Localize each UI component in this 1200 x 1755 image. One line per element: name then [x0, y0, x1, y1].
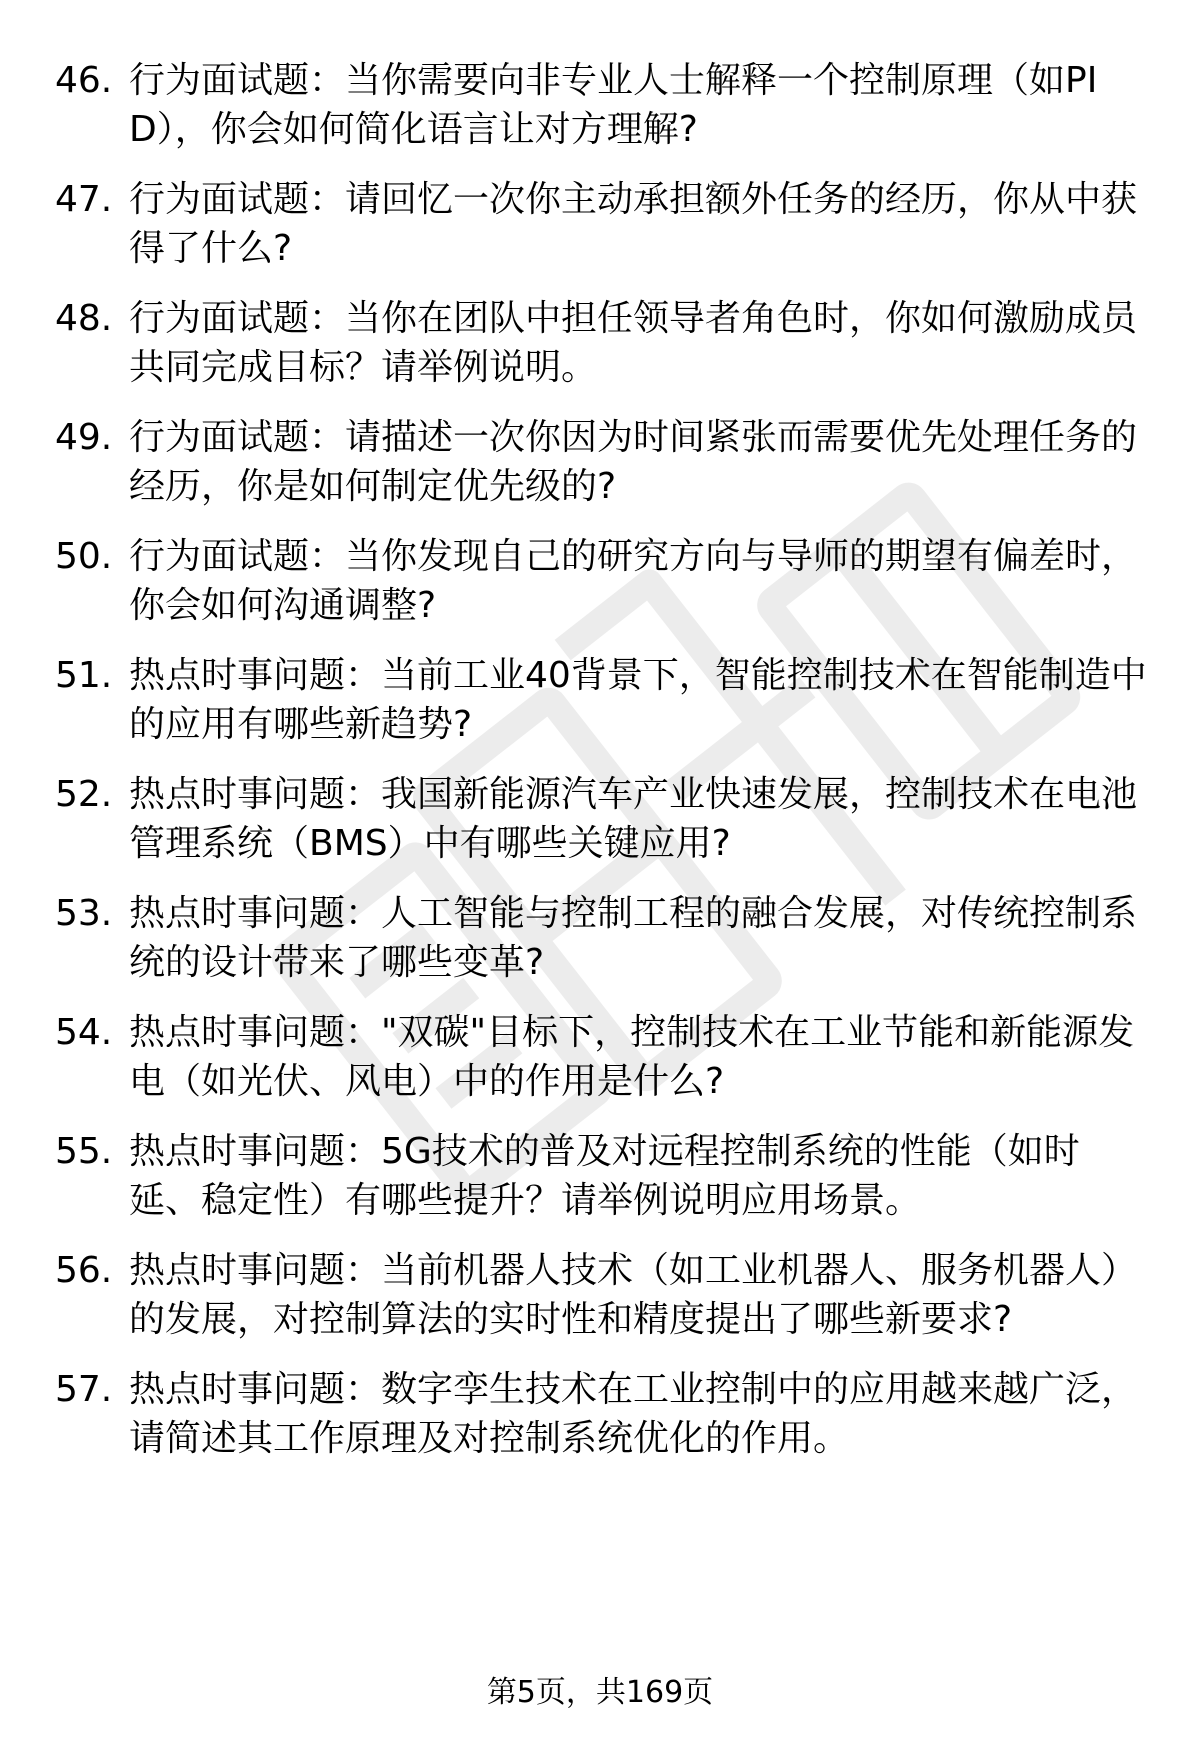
question-number: 46. [55, 60, 113, 101]
question-text: 热点时事问题：当前机器人技术（如工业机器人、服务机器人）的发展，对控制算法的实时性和精度提出了哪些新要求? [129, 1250, 1138, 1340]
question-text: 热点时事问题：人工智能与控制工程的融合发展，对传统控制系统的设计带来了哪些变革? [129, 893, 1138, 983]
question-number: 47. [55, 179, 113, 220]
list-item [55, 1365, 1150, 1463]
list-item [55, 770, 1150, 868]
question-text: 行为面试题：请回忆一次你主动承担额外任务的经历，你从中获得了什么? [129, 179, 1138, 269]
question-number: 51. [55, 655, 113, 696]
list-item [55, 532, 1150, 630]
question-number: 48. [55, 298, 113, 339]
question-text: 热点时事问题：当前工业40背景下，智能控制技术在智能制造中的应用有哪些新趋势? [129, 655, 1147, 745]
list-item [55, 294, 1150, 392]
list-item [55, 889, 1150, 987]
question-text: 行为面试题：当你发现自己的研究方向与导师的期望有偏差时，你会如何沟通调整? [129, 536, 1138, 626]
question-text: 热点时事问题：5G技术的普及对远程控制系统的性能（如时延、稳定性）有哪些提升？请举例说明应用场景。 [129, 1131, 1080, 1221]
question-text: 热点时事问题："双碳"目标下，控制技术在工业节能和新能源发电（如光伏、风电）中的作用是什么? [129, 1012, 1135, 1102]
question-text: 热点时事问题：我国新能源汽车产业快速发展，控制技术在电池管理系统（BMS）中有哪些关键应用? [129, 774, 1138, 864]
question-text: 行为面试题：请描述一次你因为时间紧张而需要优先处理任务的经历，你是如何制定优先级的? [129, 417, 1138, 507]
list-item [55, 413, 1150, 511]
question-number: 55. [55, 1131, 113, 1172]
question-number: 50. [55, 536, 113, 577]
question-text: 热点时事问题：数字孪生技术在工业控制中的应用越来越广泛，请简述其工作原理及对控制系统优化的作用。 [129, 1369, 1138, 1459]
question-number: 57. [55, 1369, 113, 1410]
list-item [55, 175, 1150, 273]
question-number: 53. [55, 893, 113, 934]
question-text: 行为面试题：当你需要向非专业人士解释一个控制原理（如PID），你会如何简化语言让对方理解? [129, 60, 1098, 150]
list-item [55, 56, 1150, 154]
list-item [55, 1127, 1150, 1225]
question-text: 行为面试题：当你在团队中担任领导者角色时，你如何激励成员共同完成目标？请举例说明。 [129, 298, 1138, 388]
question-number: 54. [55, 1012, 113, 1053]
question-number: 49. [55, 417, 113, 458]
list-item [55, 1246, 1150, 1344]
list-item [55, 651, 1150, 749]
question-number: 56. [55, 1250, 113, 1291]
page-number-footer: 第5页，共169页 [486, 1675, 714, 1710]
question-number: 52. [55, 774, 113, 815]
list-item [55, 1008, 1150, 1106]
